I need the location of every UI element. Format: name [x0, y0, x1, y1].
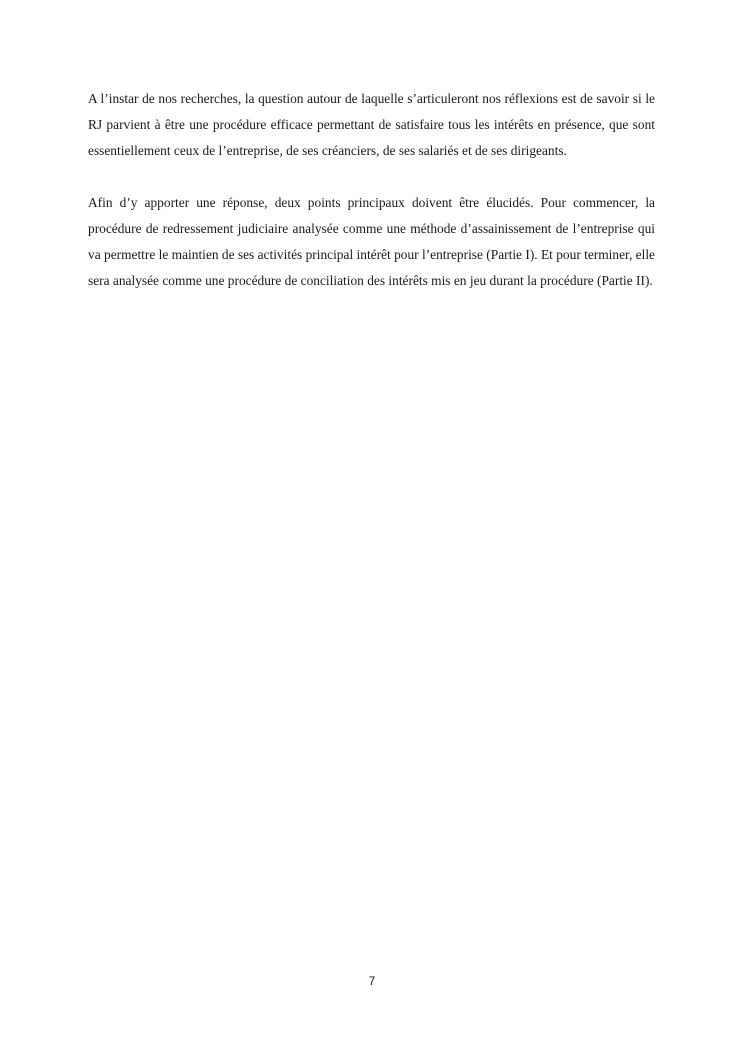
body-text	[88, 86, 655, 320]
paragraph-plan-announcement: Afin d’y apporter une réponse, deux points principaux doivent être élucidés. Pour commencer, la procédure de redressement judiciaire analysée comme une méthode d’assainissement de l’entreprise qui va permettre le maintien de ses activités principal intérêt pour l’entreprise (Partie I). Et pour terminer, elle sera analysée comme une procédure de conciliation des intérêts mis en jeu durant la procédure (Partie II).	[88, 195, 655, 288]
page-number: 7	[368, 974, 376, 988]
paragraph-research-question: A l’instar de nos recherches, la question autour de laquelle s’articuleront nos réflexions est de savoir si le RJ parvient à être une procédure efficace permettant de satisfaire tous les intérêts en présence, que sont essentiellement ceux de l’entreprise, de ses créanciers, de ses salariés et de ses dirigeants.	[88, 91, 655, 158]
